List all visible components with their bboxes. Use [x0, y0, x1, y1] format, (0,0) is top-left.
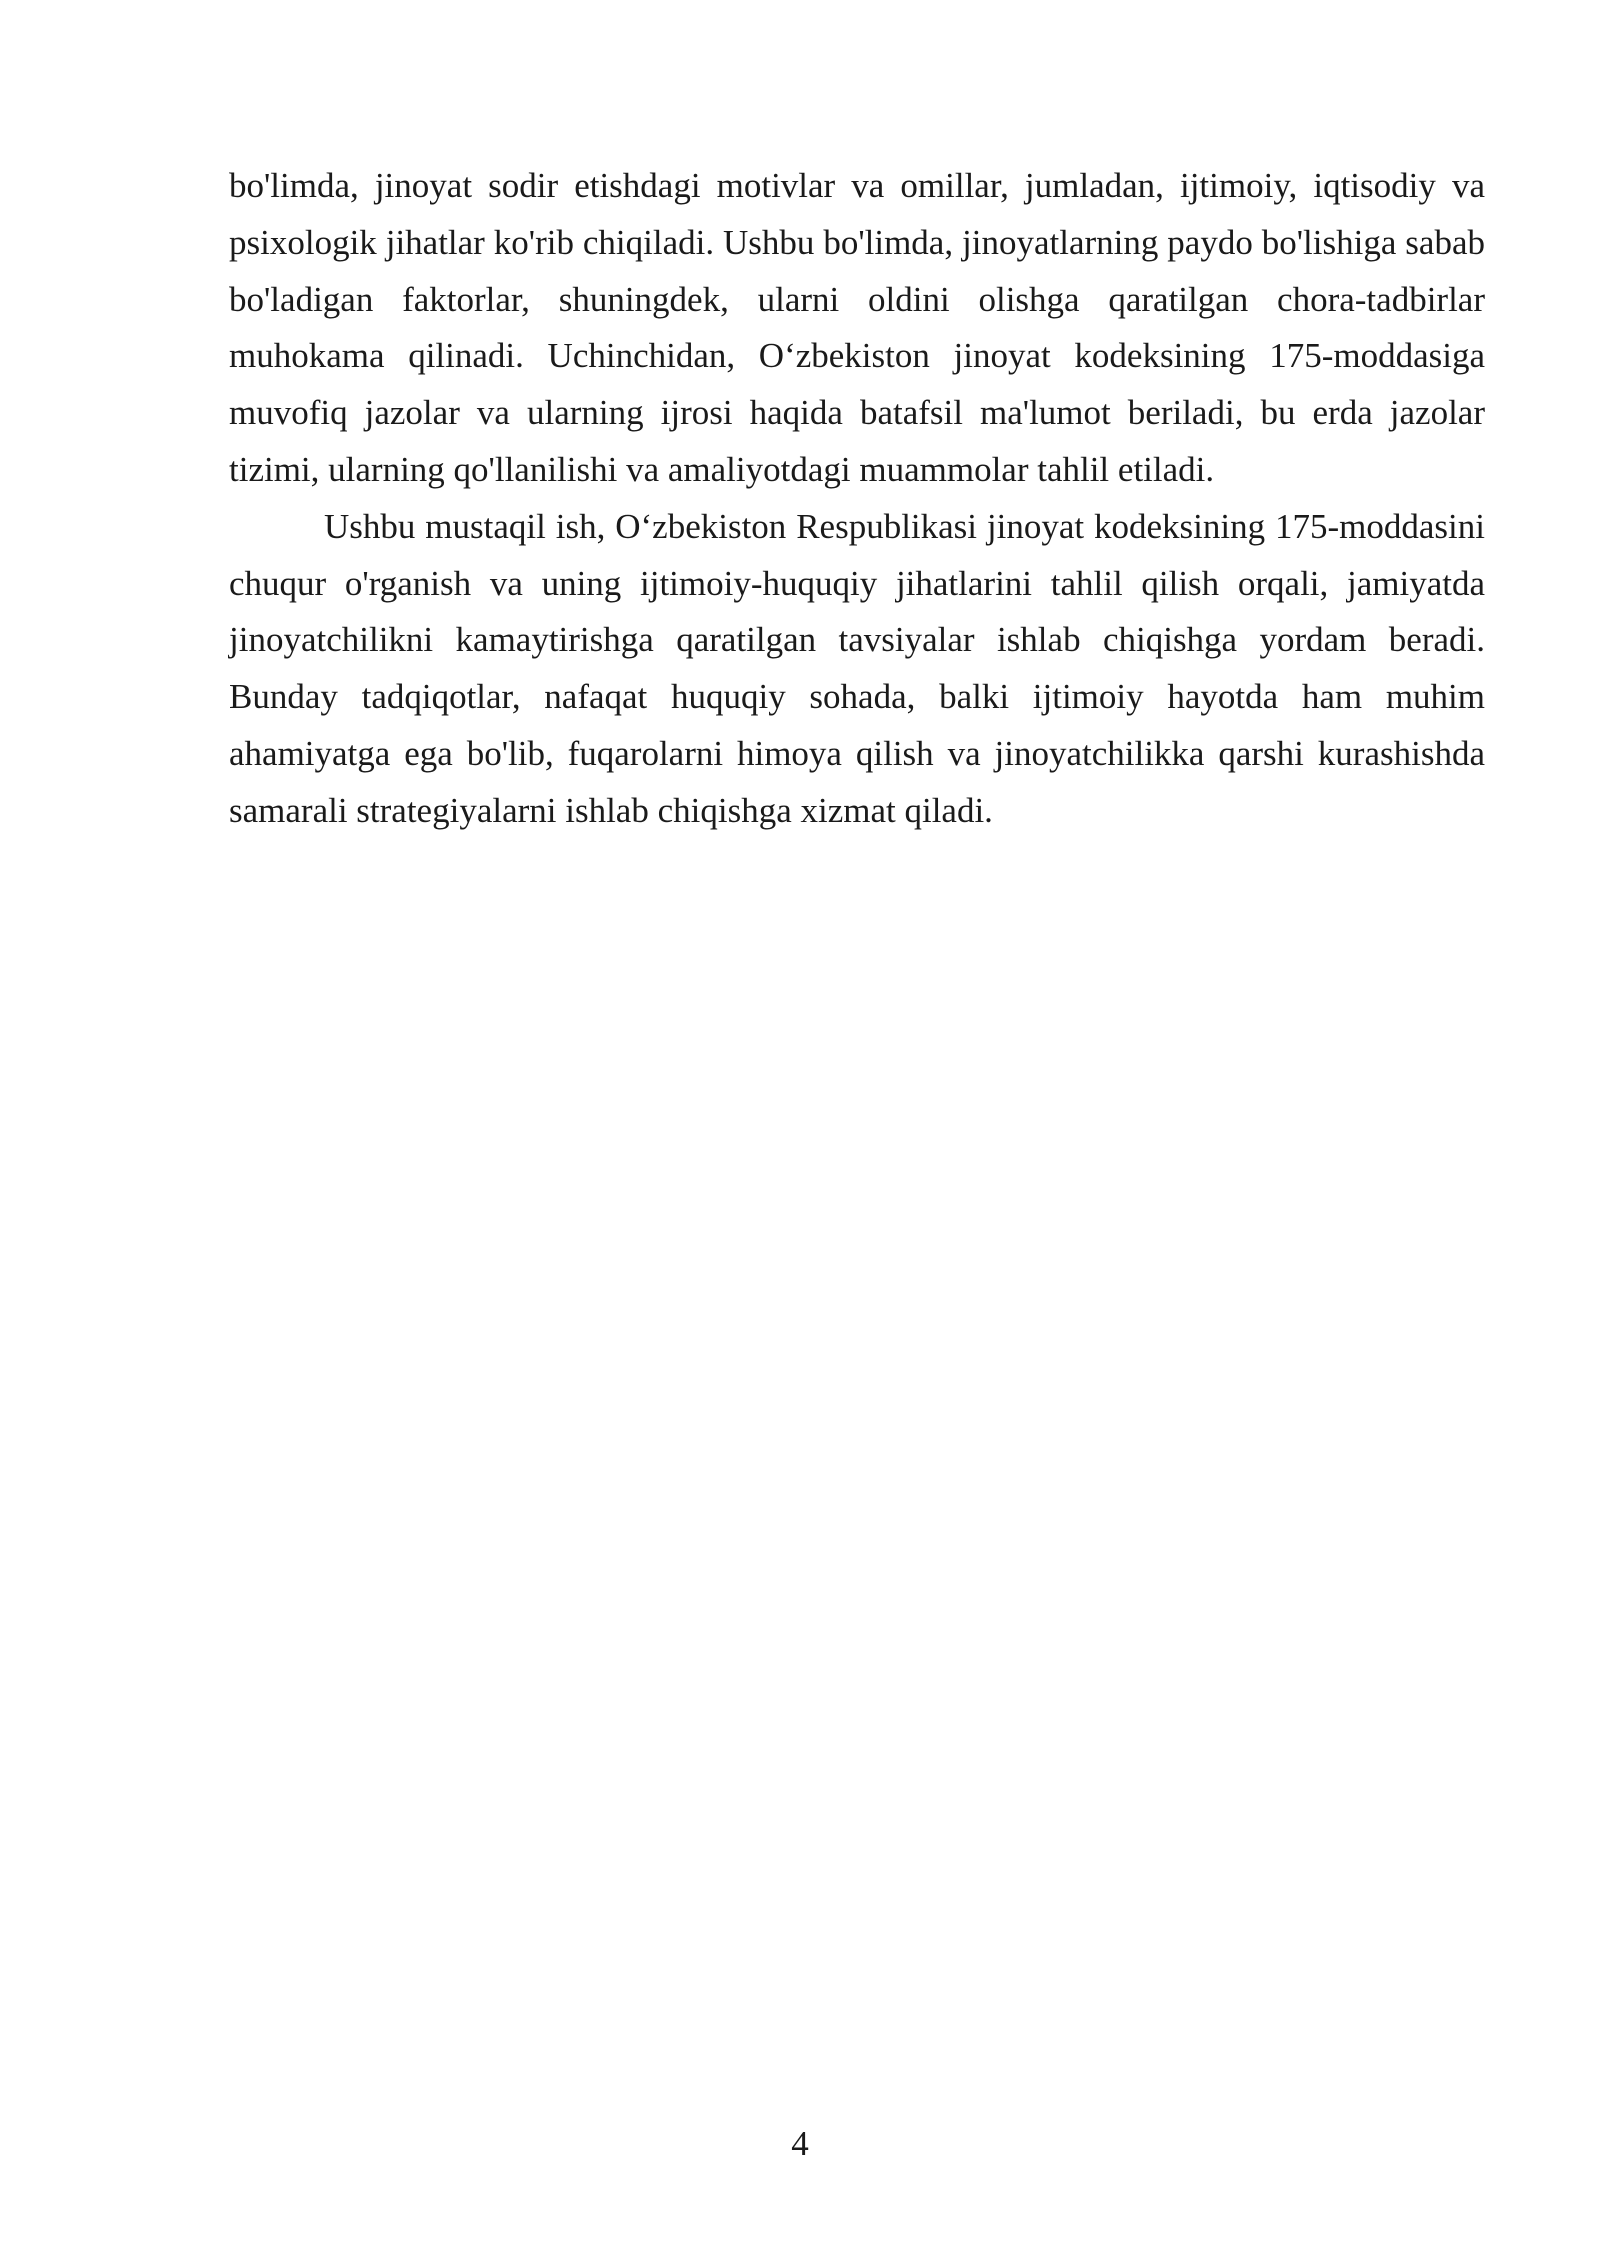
- paragraph-conclusion: Ushbu mustaqil ish, O‘zbekiston Respublikasi jinoyat kodeksining 175-moddasini chuqur o'rganish va uning ijtimoiy-huquqiy jihatlarini tahlil qilish orqali, jamiyatda jinoyatchilikni kamaytirishga qaratilgan tavsiyalar ishlab chiqishga yordam beradi. Bunday tadqiqotlar, nafaqat huquqiy sohada, balki ijtimoiy hayotda ham muhim ahamiyatga ega bo'lib, fuqarolarni himoya qilish va jinoyatchilikka qarshi kurashishda samarali strategiyalarni ishlab chiqishga xizmat qiladi.: [229, 506, 1485, 830]
- page-number: 4: [791, 2124, 809, 2163]
- body-text: [229, 158, 1485, 840]
- paragraph-continuation: bo'limda, jinoyat sodir etishdagi motivlar va omillar, jumladan, ijtimoiy, iqtisodiy va psixologik jihatlar ko'rib chiqiladi. Ushbu bo'limda, jinoyatlarning paydo bo'lishiga sabab bo'ladigan faktorlar, shuningdek, ularni oldini olishga qaratilgan chora-tadbirlar muhokama qilinadi. Uchinchidan, O‘zbekiston jinoyat kodeksining 175-moddasiga muvofiq jazolar va ularning ijrosi haqida batafsil ma'lumot beriladi, bu erda jazolar tizimi, ularning qo'llanilishi va amaliyotdagi muammolar tahlil etiladi.: [229, 166, 1485, 489]
